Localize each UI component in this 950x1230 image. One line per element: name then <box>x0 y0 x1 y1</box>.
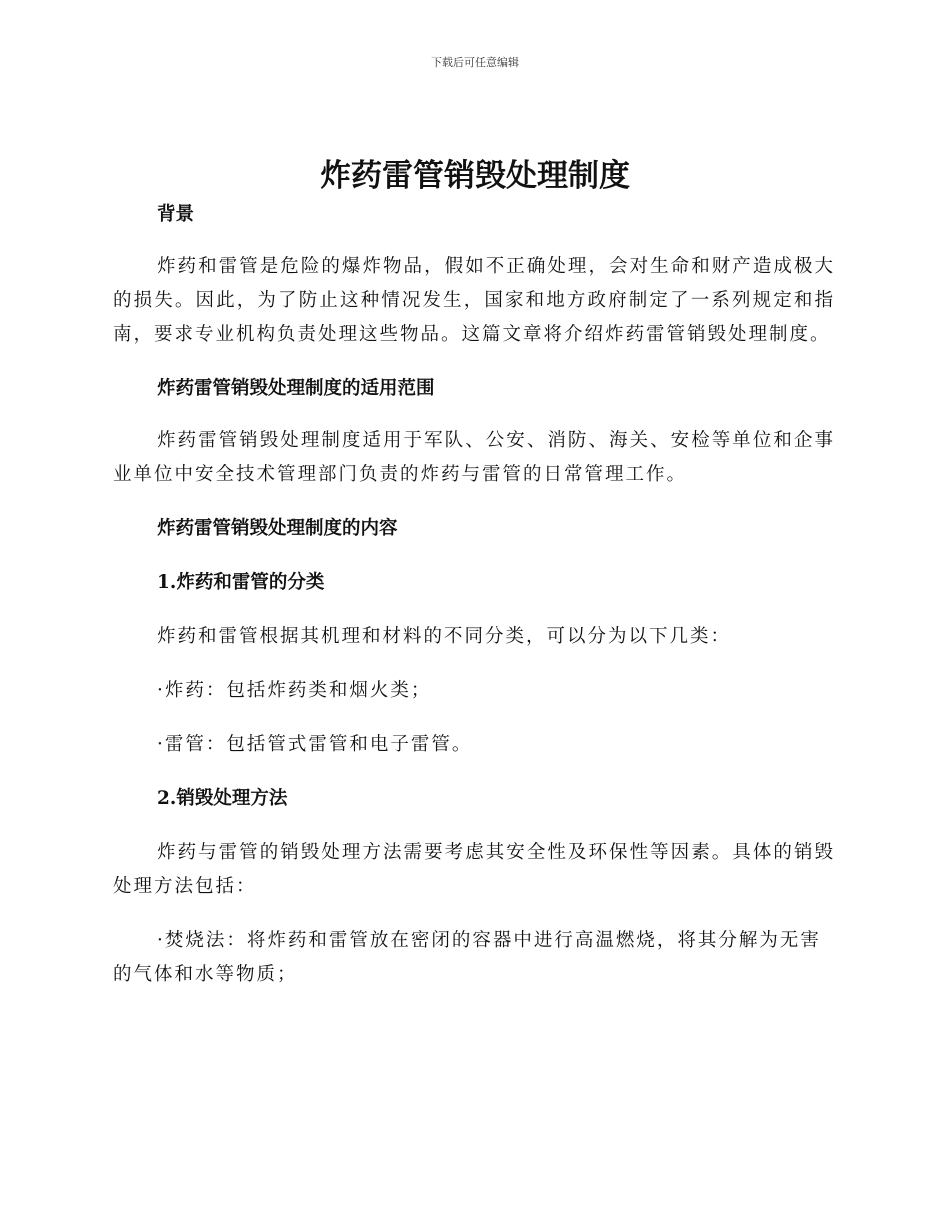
bullet-incineration: ·焚烧法：将炸药和雷管放在密闭的容器中进行高温燃烧，将其分解为无害的气体和水等物质； <box>113 930 821 985</box>
paragraph-item2: 炸药与雷管的销毁处理方法需要考虑其安全性及环保性等因素。具体的销毁处理方法包括： <box>113 842 835 897</box>
heading-content: 炸药雷管销毁处理制度的内容 <box>157 518 398 539</box>
document-body <box>113 198 835 992</box>
paragraph-item1: 炸药和雷管根据其机理和材料的不同分类，可以分为以下几类： <box>157 626 732 647</box>
document-title: 炸药雷管销毁处理制度 <box>320 158 630 194</box>
bullet-explosive: ·炸药：包括炸药类和烟火类； <box>157 680 432 701</box>
heading-background: 背景 <box>157 204 195 225</box>
heading-scope: 炸药雷管销毁处理制度的适用范围 <box>157 378 435 399</box>
bullet-detonator: ·雷管：包括管式雷管和电子雷管。 <box>157 734 473 755</box>
paragraph-scope: 炸药雷管销毁处理制度适用于军队、公安、消防、海关、安检等单位和企事业单位中安全技术管理部门负责的炸药与雷管的日常管理工作。 <box>113 430 835 485</box>
header-note: 下载后可任意编辑 <box>431 56 519 69</box>
heading-item2: 2.销毁处理方法 <box>157 788 288 809</box>
heading-item1: 1.炸药和雷管的分类 <box>157 572 325 593</box>
paragraph-background: 炸药和雷管是危险的爆炸物品，假如不正确处理，会对生命和财产造成极大的损失。因此，为了防止这种情况发生，国家和地方政府制定了一系列规定和指南，要求专业机构负责处理这些物品。这篇文章将介绍炸药雷管销毁处理制度。 <box>113 256 835 345</box>
